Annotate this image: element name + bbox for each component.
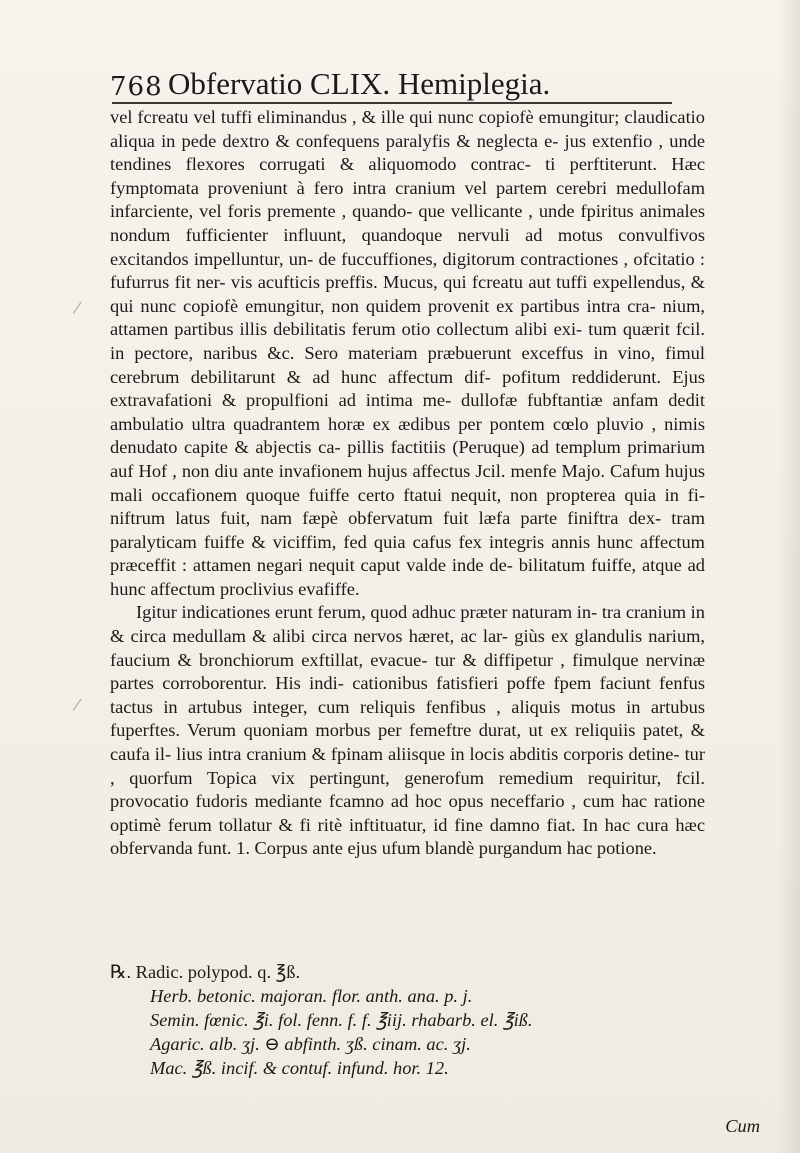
recipe-line: ℞. Radic. polypod. q. ℥ß. <box>110 962 301 982</box>
recipe-line: Mac. ℥ß. incif. & contuf. infund. hor. 12. <box>150 1058 449 1078</box>
recipe-line: Agaric. alb. ʒj. ⊖ abfinth. ʒß. cinam. ac. ʒj. <box>150 1034 471 1054</box>
recipe-line: Semin. fœnic. ℥i. fol. fenn. f. f. ℥iij. rhabarb. el. ℥iß. <box>150 1010 533 1030</box>
page-header <box>110 66 680 106</box>
paragraph-observation: vel fcreatu vel tuffi eliminandus , & ille qui nunc copiofè emungitur; claudicatio aliqua in pede dextro & confequens paralyfis & neglecta e- jus extenfio , unde tendines flexores corrugati & aliquomodo contrac- ti perftiterunt. Hæc fymptomata proveniunt à fero intra cranium vel partem cerebri medullofam infarciente, vel foris premente , quando- que vellicante , unde fpiritus animales nondum fufficienter influunt, quandoque nervuli ad motus convulfivos excitandos impelluntur, un- de fuccuffiones, digitorum contractiones , ofcitatio : fufurrus fit ner- vis acufticis preffis. Mucus, qui fcreatu aut tuffi expellendus, & qui nunc copiofè emungitur, non quidem provenit ex partibus intra cra- nium, attamen partibus illis debilitatis ferum otio collectum alibi exi- tum quærit fcil. in pectore, naribus &c. Sero materiam præbuerunt exceffus in vino, fimul cerebrum debilitarunt & ad hunc affectum dif- pofitum reddiderunt. Ejus extravafationi & propulfioni ad intima me- dullofæ fubftantiæ anfam dedit ambulatio ultra quadrantem horæ ex ædibus per pontem cœlo pluvio , nimis denudato capite & abjectis ca- pillis factitiis (Peruque) ad templum primarium auf Hof , non diu ante invafionem hujus affectus Jcil. menfe Majo. Cafum hujus mali occafionem quoque fuiffe certo ftatui nequit, non propterea quia in fi- niftrum latus fuit, nam fæpè obfervatum fuit læfa parte finiftra dex- tram paralyticam fuiffe & viciffim, fed quia cafus fex integris annis hunc affectum præceffit : attamen negari nequit caput valde inde de- bilitatum fuiffe, atque ad hunc affectum proclivius evafiffe. <box>110 107 705 599</box>
recipe-block <box>110 960 710 1080</box>
catchword: Cum <box>725 1116 760 1136</box>
paragraph-indications: Igitur indicationes erunt ferum, quod adhuc præter naturam in- tra cranium in & circa medullam & alibi circa nervos hæret, ac lar- giùs ex glandulis narium, faucium & bronchiorum exftillat, evacue- tur & diffipetur , fimulque nervinæ partes corroborentur. His indi- cationibus fatisfieri poffe fpem faciunt fenfus tactus in artubus integer, cum reliquis fenfibus , aliquis motus in artubus fuperftes. Verum quoniam morbus per femeftre durat, ut ex reliquiis patet, & caufa il- lius intra cranium & fpinam aliisque in locis abditis corporis detine- tur , quorfum Topica vix pertingunt, generofum remedium requiritur, fcil. provocatio fudoris mediante fcamno ad hoc opus neceffario , cum hac ratione optimè ferum tollatur & fi ritè inftituatur, id fine damno fiat. In hac cura hæc obfervanda funt. 1. Corpus ante ejus ufum blandè purgandum hac potione. <box>110 602 705 859</box>
header-rule <box>112 102 672 104</box>
margin-mark <box>73 302 88 319</box>
margin-mark <box>73 699 88 716</box>
running-title: Obfervatio CLIX. Hemiplegia. <box>168 66 551 101</box>
body-text <box>110 106 705 861</box>
page-number: 768 <box>110 72 163 102</box>
recipe-line: Herb. betonic. majoran. flor. anth. ana. p. j. <box>150 986 473 1006</box>
page-edge-shadow <box>778 0 800 1153</box>
